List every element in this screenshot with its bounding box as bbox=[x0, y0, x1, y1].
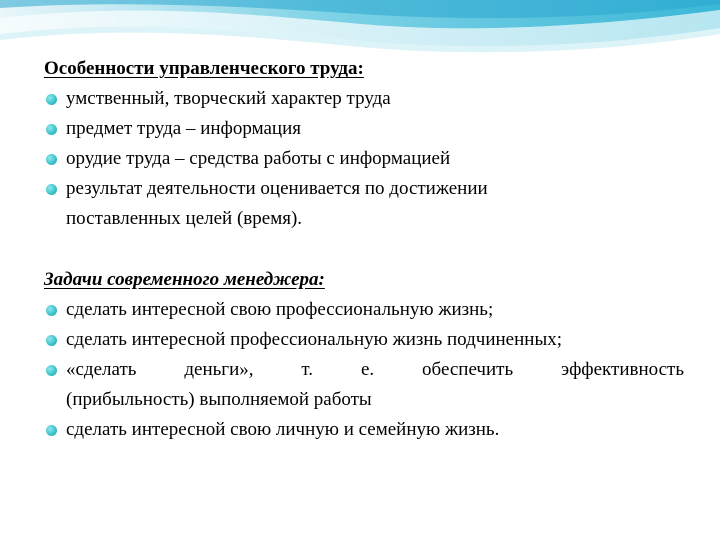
list-item: результат деятельности оценивается по достижении bbox=[44, 174, 684, 204]
list-item-continuation: (прибыльность) выполняемой работы bbox=[66, 389, 372, 410]
list-item: предмет труда – информация bbox=[44, 114, 684, 144]
bullet-icon bbox=[46, 365, 57, 376]
list-item: сделать интересной профессиональную жизнь подчиненных; bbox=[44, 325, 684, 355]
list-item-continuation: поставленных целей (время). bbox=[66, 208, 303, 229]
bullet-icon bbox=[46, 305, 57, 316]
list-item: умственный, творческий характер труда bbox=[44, 84, 684, 114]
list-item: сделать интересной свою профессиональную жизнь; bbox=[44, 295, 684, 325]
bullet-icon bbox=[46, 94, 57, 105]
list-item: «сделать деньги», т. е. обеспечить эффективность bbox=[44, 355, 684, 385]
bullet-icon bbox=[46, 154, 57, 165]
tasks-list bbox=[44, 295, 684, 385]
slide-content bbox=[44, 53, 684, 445]
bullet-icon bbox=[46, 124, 57, 135]
bullet-icon bbox=[46, 425, 57, 436]
bullet-icon bbox=[46, 335, 57, 346]
list-item: орудие труда – средства работы с информацией bbox=[44, 144, 684, 174]
section-heading-tasks: Задачи современного менеджера: bbox=[44, 269, 325, 290]
bullet-icon bbox=[46, 184, 57, 195]
features-list bbox=[44, 84, 684, 204]
section-heading-features: Особенности управленческого труда: bbox=[44, 58, 364, 79]
list-item: сделать интересной свою личную и семейную жизнь. bbox=[44, 415, 684, 445]
